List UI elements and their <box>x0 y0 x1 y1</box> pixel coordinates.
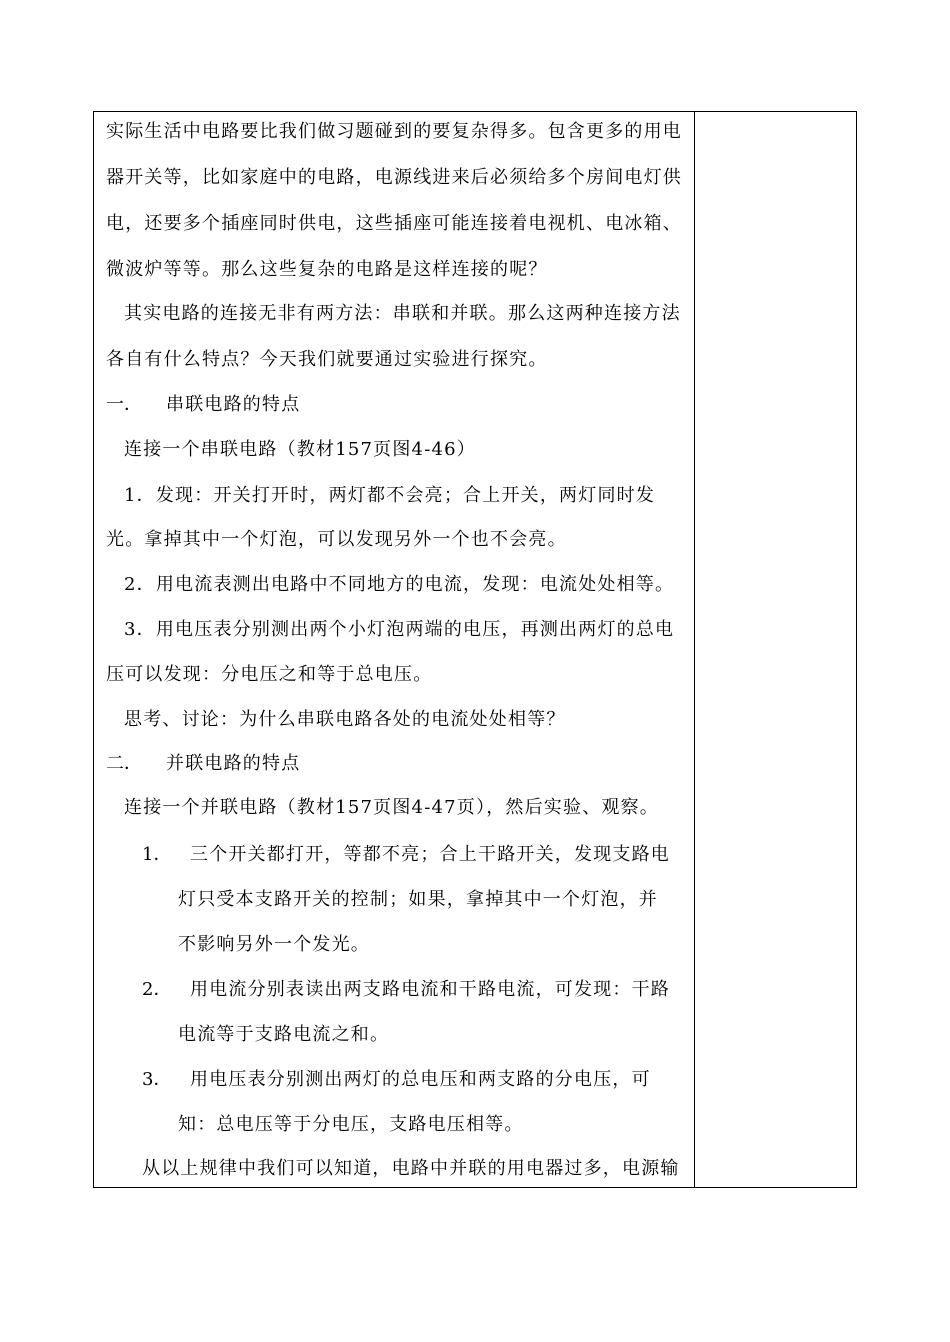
item-line: 电流等于支路电流之和。 <box>178 1024 390 1045</box>
intro-line: 实际生活中电路要比我们做习题碰到的要复杂得多。包含更多的用电 <box>106 121 682 142</box>
section1-number: 一． <box>106 394 142 415</box>
section1-point: 光。拿掉其中一个灯泡，可以发现另外一个也不会亮。 <box>106 529 567 550</box>
item-number: 2． <box>142 979 172 1000</box>
item-line: 三个开关都打开，等都不亮；合上干路开关，发现支路电 <box>190 844 670 865</box>
item-line: 不影响另外一个发光。 <box>178 934 370 955</box>
conclusion-line: 从以上规律中我们可以知道，电路中并联的用电器过多，电源输 <box>142 1158 680 1179</box>
intro-line: 电，还要多个插座同时供电，这些插座可能连接着电视机、电冰箱、 <box>106 213 682 234</box>
item-number: 1． <box>142 844 172 865</box>
section1-point: 3．用电压表分别测出两个小灯泡两端的电压，再测出两灯的总电 <box>124 619 675 640</box>
item-line: 知：总电压等于分电压，支路电压相等。 <box>178 1114 524 1135</box>
section1-point: 1．发现：开关打开时，两灯都不会亮；合上开关，两灯同时发 <box>124 485 656 506</box>
item-line: 用电压表分别测出两灯的总电压和两支路的分电压，可 <box>190 1069 651 1090</box>
section1-title: 串联电路的特点 <box>166 394 301 415</box>
section2-lead: 连接一个并联电路（教材157页图4-47页），然后实验、观察。 <box>124 797 659 818</box>
item-line: 灯只受本支路开关的控制；如果，拿掉其中一个灯泡，并 <box>178 889 658 910</box>
methods-line: 各自有什么特点？今天我们就要通过实验进行探究。 <box>106 349 548 370</box>
section1-lead: 连接一个串联电路（教材157页图4-46） <box>124 439 476 460</box>
methods-line: 其实电路的连接无非有两方法：串联和并联。那么这两种连接方法 <box>124 303 681 324</box>
section1-point: 2．用电流表测出电路中不同地方的电流，发现：电流处处相等。 <box>124 574 675 595</box>
document-table <box>93 111 857 1188</box>
intro-line: 器开关等，比如家庭中的电路，电源线进来后必须给多个房间电灯供 <box>106 167 682 188</box>
section1-discussion: 思考、讨论：为什么串联电路各处的电流处处相等？ <box>124 709 566 730</box>
item-line: 用电流分别表读出两支路电流和干路电流，可发现：干路 <box>190 979 670 1000</box>
section1-point: 压可以发现：分电压之和等于总电压。 <box>106 664 433 685</box>
section2-title: 并联电路的特点 <box>166 753 301 774</box>
section2-number: 二． <box>106 753 142 774</box>
item-number: 3． <box>142 1069 172 1090</box>
intro-line: 微波炉等等。那么这些复杂的电路是这样连接的呢？ <box>106 259 548 280</box>
column-divider <box>694 112 695 1187</box>
